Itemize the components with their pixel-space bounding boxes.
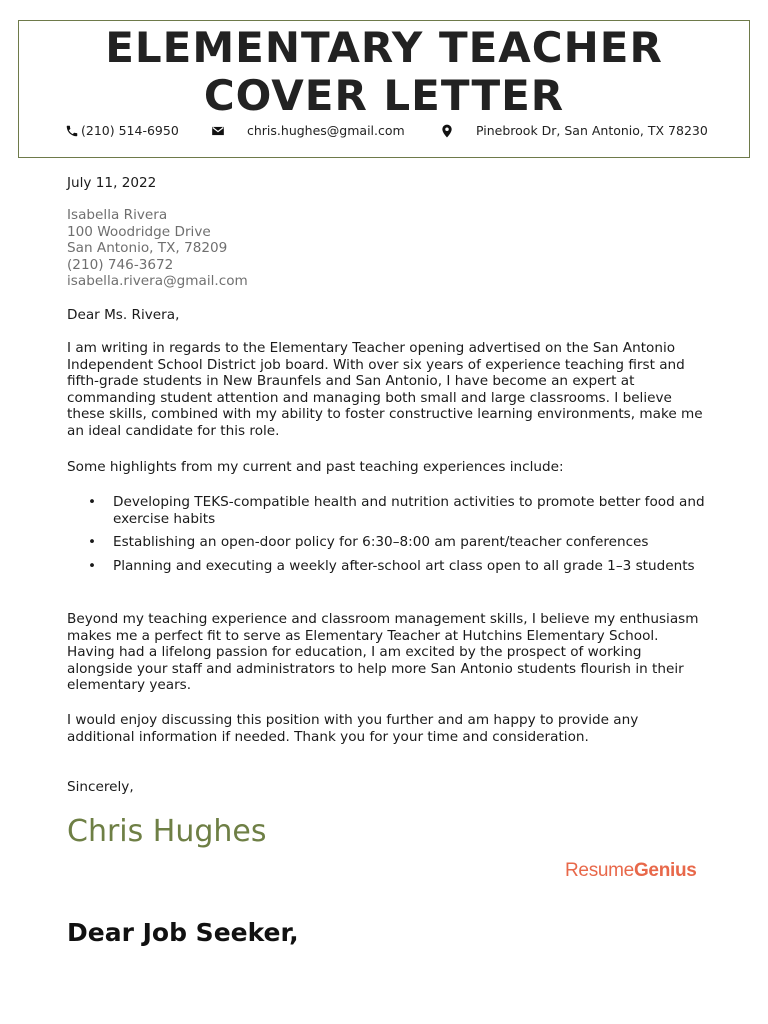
- letter-date: July 11, 2022: [67, 175, 157, 191]
- paragraph-2: Beyond my teaching experience and classroom management skills, I believe my enthusiasm makes me a perfect fit to serve as Elementary Teacher at Hutchins Elementary School. Having had a lifelong passion for education, I am excited by the prospect of working alongside your staff and administrators to help more San Antonio students flourish in their elementary years.: [67, 611, 699, 694]
- paragraph-3: I would enjoy discussing this position with you further and am happy to provide any additional information if needed. Thank you for your time and consideration.: [67, 712, 639, 745]
- recipient-block: [67, 207, 707, 290]
- list-item: • Establishing an open-door policy for 6:30–8:00 am parent/teacher conferences: [67, 534, 707, 551]
- footer-heading: Dear Job Seeker,: [67, 918, 299, 947]
- paragraph-1: I am writing in regards to the Elementary Teacher opening advertised on the San Antonio Independent School District job board. With over six years of experience teaching first and fifth-grade students in New Braunfels and San Antonio, I have become an expert at commanding student attention and managing both small and large classrooms. I believe these skills, combined with my ability to foster constructive learning environments, make me an ideal candidate for this role.: [67, 340, 703, 439]
- closing: Sincerely,: [67, 779, 134, 795]
- contact-email: [211, 123, 405, 138]
- brand-part-1: Resume: [565, 860, 634, 881]
- recipient-street: 100 Woodridge Drive: [67, 223, 211, 240]
- phone-icon: [65, 124, 79, 138]
- highlights-list: [67, 494, 707, 581]
- document-title: [19, 24, 749, 120]
- header-box: [18, 20, 750, 158]
- title-line-2: COVER LETTER: [203, 71, 565, 120]
- phone-text: (210) 514-6950: [81, 123, 179, 138]
- location-pin-icon: [440, 124, 454, 138]
- recipient-name: Isabella Rivera: [67, 207, 168, 223]
- recipient-city: San Antonio, TX, 78209: [67, 240, 228, 257]
- brand-logo: [565, 860, 697, 882]
- address-text: Pinebrook Dr, San Antonio, TX 78230: [476, 123, 708, 138]
- list-item: • Planning and executing a weekly after-school art class open to all grade 1–3 students: [67, 558, 707, 575]
- list-item: • Developing TEKS-compatible health and nutrition activities to promote better food and exercise habits: [67, 494, 707, 527]
- email-text: chris.hughes@gmail.com: [247, 123, 405, 138]
- title-line-1: ELEMENTARY TEACHER: [105, 23, 663, 72]
- recipient-phone: (210) 746-3672: [67, 256, 174, 273]
- contact-phone: [65, 123, 179, 138]
- contact-address: [440, 123, 708, 138]
- signature: Chris Hughes: [67, 814, 267, 849]
- highlights-intro: Some highlights from my current and past teaching experiences include:: [67, 459, 564, 475]
- mail-icon: [211, 124, 225, 138]
- salutation: Dear Ms. Rivera,: [67, 307, 180, 323]
- recipient-email: isabella.rivera@gmail.com: [67, 273, 248, 290]
- brand-part-2: Genius: [633, 860, 697, 881]
